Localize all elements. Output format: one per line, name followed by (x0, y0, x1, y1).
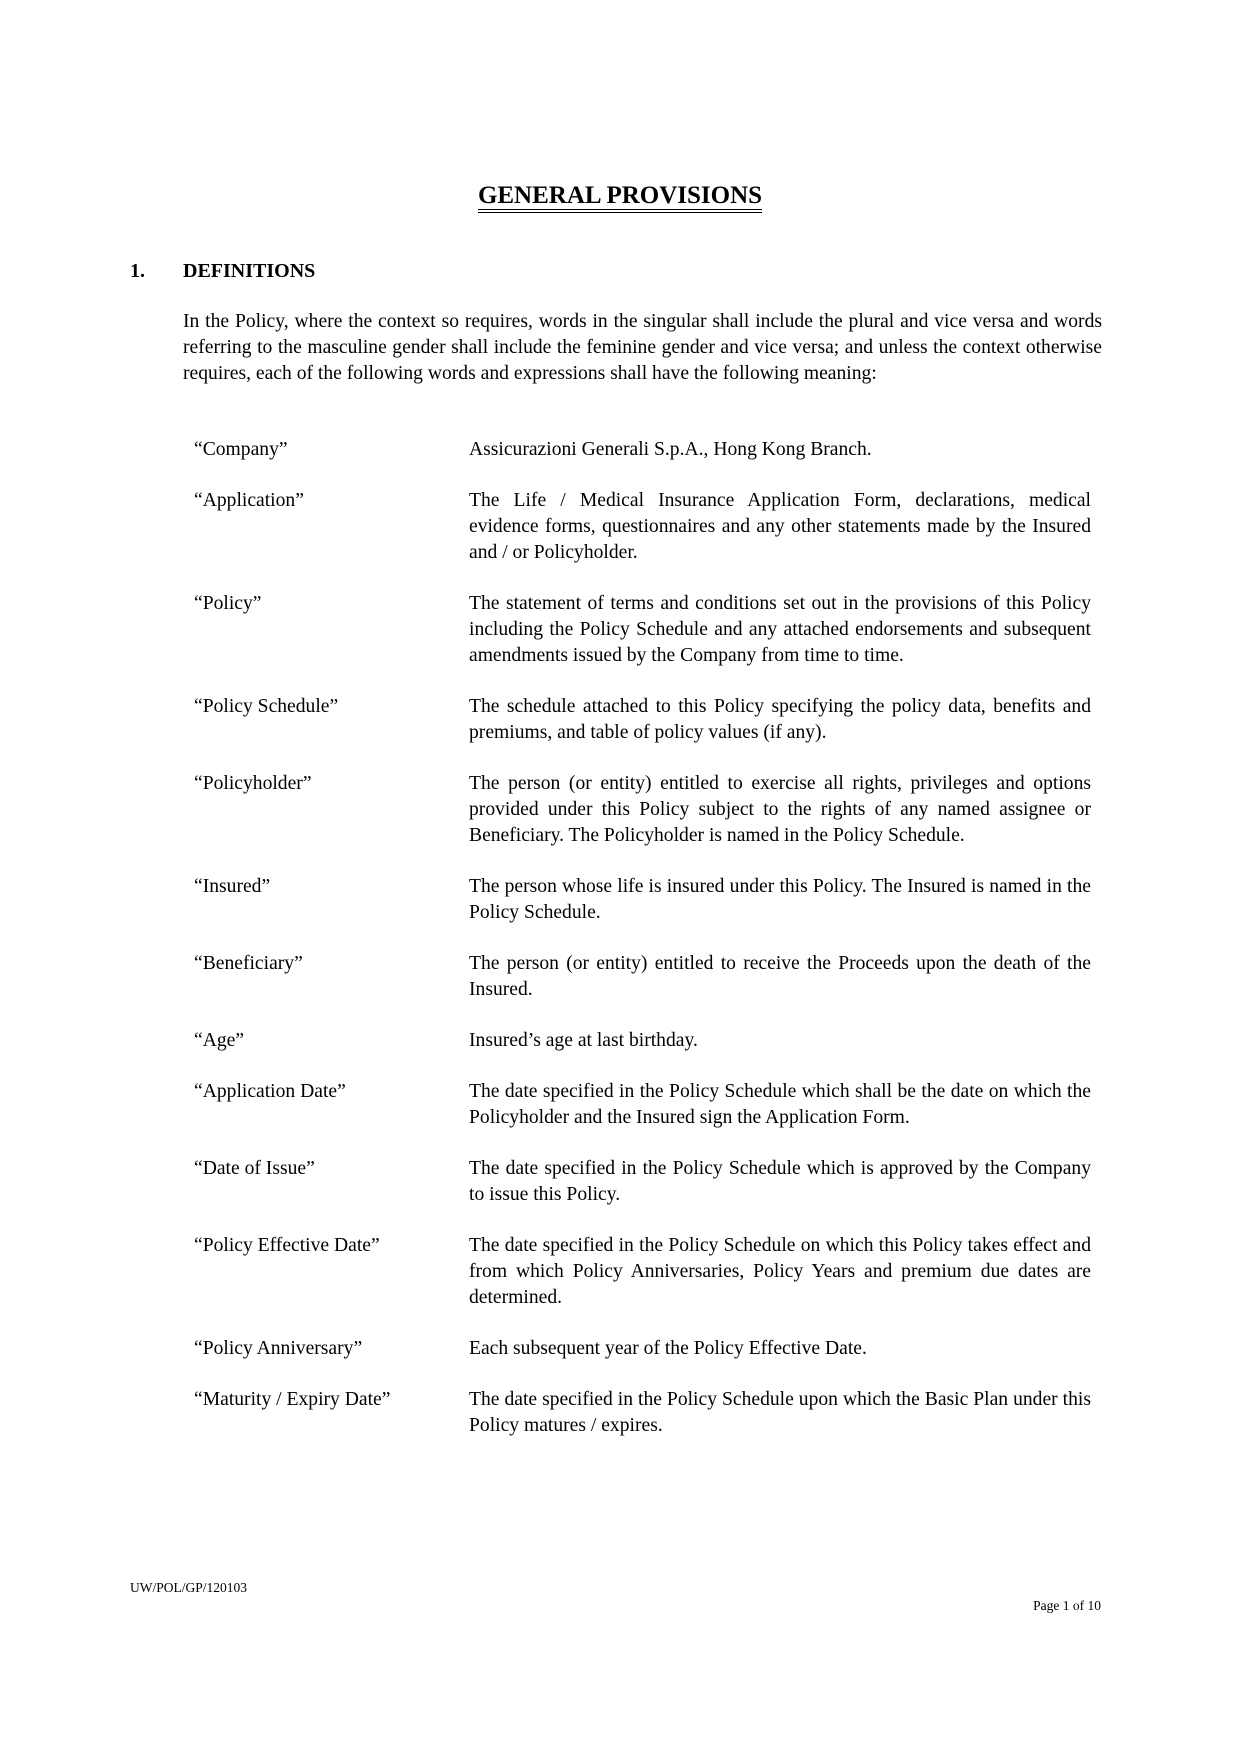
definition-text: Insured’s age at last birthday. (469, 1030, 698, 1051)
definition-term: “Policy” (194, 593, 262, 614)
definition-text: The person (or entity) entitled to receive the Proceeds upon the death of the Insured. (469, 953, 1091, 1000)
definition-row (194, 694, 1091, 746)
definition-text: The person (or entity) entitled to exercise all rights, privileges and options provided under this Policy subject to the rights of any named assignee or Beneficiary. The Policyholder is named in the Policy Schedule. (469, 773, 1091, 846)
definition-row (194, 1387, 1091, 1439)
definition-text: The date specified in the Policy Schedule which shall be the date on which the Policyholder and the Insured sign the Application Form. (469, 1081, 1091, 1128)
definition-term: “Application Date” (194, 1081, 346, 1102)
definition-term: “Beneficiary” (194, 953, 303, 974)
definition-term: “Policy Effective Date” (194, 1235, 380, 1256)
definition-term: “Policy Schedule” (194, 696, 339, 717)
definition-row (194, 437, 1091, 463)
definition-row (194, 874, 1091, 926)
definition-text: The statement of terms and conditions set out in the provisions of this Policy including the Policy Schedule and any attached endorsements and subsequent amendments issued by the Company from time to time. (469, 593, 1091, 666)
definition-term: “Company” (194, 439, 288, 460)
definition-row (194, 1233, 1091, 1311)
definitions-list (194, 437, 1091, 1464)
definition-text: Assicurazioni Generali S.p.A., Hong Kong Branch. (469, 439, 872, 460)
definition-row (194, 771, 1091, 849)
definition-text: The schedule attached to this Policy specifying the policy data, benefits and premiums, and table of policy values (if any). (469, 696, 1091, 743)
definition-text: Each subsequent year of the Policy Effective Date. (469, 1338, 867, 1359)
definition-row (194, 1028, 1091, 1054)
definition-term: “Application” (194, 490, 304, 511)
definition-row (194, 1336, 1091, 1362)
definition-term: “Policy Anniversary” (194, 1338, 363, 1359)
document-code: UW/POL/GP/120103 (130, 1580, 248, 1595)
definition-text: The date specified in the Policy Schedule which is approved by the Company to issue this Policy. (469, 1158, 1091, 1205)
page-number: Page 1 of 10 (1033, 1598, 1101, 1613)
page-title-text: GENERAL PROVISIONS (478, 182, 762, 213)
definition-text: The date specified in the Policy Schedule upon which the Basic Plan under this Policy matures / expires. (469, 1389, 1091, 1436)
definition-text: The Life / Medical Insurance Application Form, declarations, medical evidence forms, questionnaires and any other statements made by the Insured and / or Policyholder. (469, 490, 1091, 563)
definition-term: “Policyholder” (194, 773, 312, 794)
section-number: 1. (130, 260, 145, 282)
definition-row (194, 591, 1091, 669)
section-heading (130, 258, 315, 284)
definition-row (194, 1079, 1091, 1131)
definition-term: “Date of Issue” (194, 1158, 315, 1179)
intro-paragraph: In the Policy, where the context so requires, words in the singular shall include the plural and vice versa and words referring to the masculine gender shall include the feminine gender and vice versa; and unless the context otherwise requires, each of the following words and expressions shall have the following meaning: (183, 311, 1102, 384)
definition-row (194, 488, 1091, 566)
definition-term: “Maturity / Expiry Date” (194, 1389, 391, 1410)
definition-term: “Age” (194, 1030, 245, 1051)
definition-row (194, 951, 1091, 1003)
page-title (0, 181, 1240, 211)
section-heading-text: DEFINITIONS (183, 260, 316, 282)
definition-term: “Insured” (194, 876, 271, 897)
definition-text: The person whose life is insured under this Policy. The Insured is named in the Policy Schedule. (469, 876, 1091, 923)
definition-text: The date specified in the Policy Schedule on which this Policy takes effect and from which Policy Anniversaries, Policy Years and premium due dates are determined. (469, 1235, 1091, 1308)
definition-row (194, 1156, 1091, 1208)
